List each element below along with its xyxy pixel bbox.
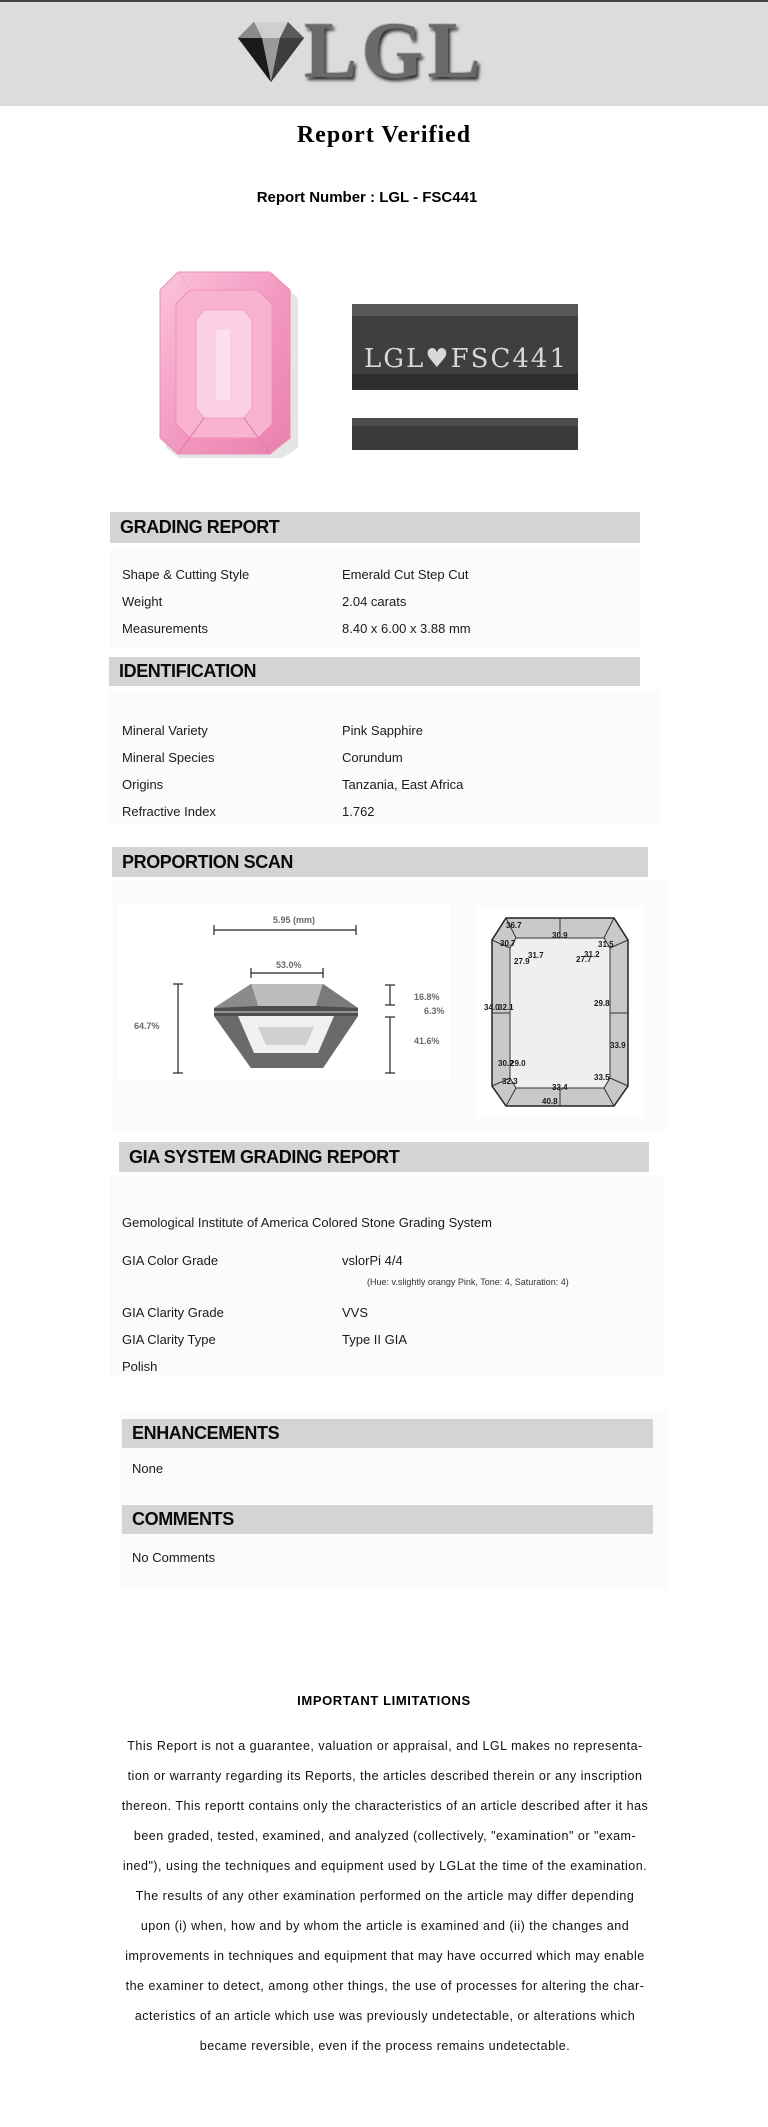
limitations-line: thereon. This reportt contains only the characteristics of an article described after it has (121, 1799, 649, 1813)
grading-report-heading: GRADING REPORT (110, 512, 640, 543)
svg-text:6.3%: 6.3% (424, 1006, 445, 1016)
lgl-logo[interactable] (232, 7, 492, 98)
measurements-label: Measurements (122, 621, 208, 636)
weight-label: Weight (122, 594, 163, 609)
gia-clarity-type-value: Type II GIA (342, 1332, 408, 1347)
weight-value: 2.04 carats (342, 594, 407, 609)
facet-top-view (476, 908, 644, 1118)
origins-label: Origins (122, 777, 164, 792)
grading-report-panel (110, 548, 640, 648)
page-title: Report Verified (296, 122, 472, 148)
refractive-index-value: 1.762 (342, 804, 375, 819)
svg-text:16.8%: 16.8% (414, 992, 440, 1002)
comments-heading: COMMENTS (122, 1505, 653, 1534)
limitations-line: tion or warranty regarding its Reports, the articles described therein or any inscription (127, 1769, 643, 1783)
svg-text:64.7%: 64.7% (134, 1021, 160, 1031)
limitations-line: ined"), using the techniques and equipment used by LGLat the time of the examination. (122, 1859, 648, 1873)
svg-text:36.7: 36.7 (506, 921, 522, 930)
limitations-heading: IMPORTANT LIMITATIONS (297, 1693, 471, 1708)
svg-text:30.2: 30.2 (498, 1059, 514, 1068)
svg-text:40.8: 40.8 (542, 1097, 558, 1106)
svg-text:34.0: 34.0 (484, 1003, 500, 1012)
limitations-line: acteristics of an article which use was previously undetectable, or alterations which (134, 2009, 636, 2023)
refractive-index-label: Refractive Index (122, 804, 216, 819)
mineral-variety-label: Mineral Variety (122, 723, 208, 738)
logo-text: LGL (304, 7, 485, 95)
gia-clarity-grade-value: VVS (342, 1305, 369, 1320)
svg-text:31.2: 31.2 (584, 950, 600, 959)
girdle-inscription-photo (352, 270, 578, 450)
svg-text:32.1: 32.1 (498, 1003, 514, 1012)
mineral-species-label: Mineral Species (122, 750, 215, 765)
limitations-line: became reversible, even if the process remains undetectable. (199, 2039, 571, 2053)
gia-color-grade-value: vslorPi 4/4 (342, 1253, 403, 1268)
limitations-line: This Report is not a guarantee, valuation or appraisal, and LGL makes no representa- (127, 1739, 643, 1753)
gia-color-note: (Hue: v.slightly orangy Pink, Tone: 4, Saturation: 4) (367, 1277, 569, 1287)
svg-text:30.7: 30.7 (500, 939, 516, 948)
diamond-icon (232, 16, 310, 86)
svg-text:31.7: 31.7 (528, 951, 544, 960)
comments-value: No Comments (132, 1550, 216, 1565)
svg-text:33.4: 33.4 (552, 1083, 568, 1092)
gia-clarity-grade-label: GIA Clarity Grade (122, 1305, 224, 1320)
gia-color-grade-label: GIA Color Grade (122, 1253, 219, 1268)
stone-photo (132, 270, 327, 458)
svg-text:53.0%: 53.0% (276, 960, 302, 970)
svg-text:30.9: 30.9 (552, 931, 568, 940)
svg-text:27.7: 27.7 (576, 955, 592, 964)
measurements-value: 8.40 x 6.00 x 3.88 mm (342, 621, 471, 636)
svg-text:41.6%: 41.6% (414, 1036, 440, 1046)
profile-diagram (118, 905, 450, 1080)
shape-label: Shape & Cutting Style (122, 567, 250, 582)
gia-system-name: Gemological Institute of America Colored Stone Grading System (122, 1215, 492, 1230)
proportion-scan-heading: PROPORTION SCAN (112, 847, 648, 877)
shape-value: Emerald Cut Step Cut (342, 567, 469, 582)
enhancements-value: None (132, 1461, 164, 1476)
limitations-line: the examiner to detect, among other things, the use of processes for altering the char- (125, 1979, 645, 1993)
limitations-line: upon (i) when, how and by whom the article is examined and (ii) the changes and (140, 1919, 630, 1933)
svg-text:29.8: 29.8 (594, 999, 610, 1008)
limitations-line: been graded, tested, examined, and analyzed (collectively, "examination" or "exam- (133, 1829, 637, 1843)
svg-text:32.3: 32.3 (502, 1077, 518, 1086)
limitations-line: The results of any other examination performed on the article may differ depending (135, 1889, 635, 1903)
report-number: Report Number : LGL - FSC441 (256, 189, 478, 206)
svg-text:31.5: 31.5 (598, 940, 614, 949)
polish-label: Polish (122, 1359, 158, 1374)
svg-text:33.5: 33.5 (594, 1073, 610, 1082)
mineral-species-value: Corundum (342, 750, 403, 765)
enhancements-heading: ENHANCEMENTS (122, 1419, 653, 1448)
svg-text:LGL♥FSC441: LGL♥FSC441 (364, 344, 568, 374)
svg-text:5.95 (mm): 5.95 (mm) (273, 915, 316, 925)
svg-text:33.9: 33.9 (610, 1041, 626, 1050)
mineral-variety-value: Pink Sapphire (342, 723, 423, 738)
gia-grading-panel (110, 1175, 665, 1375)
identification-heading: IDENTIFICATION (109, 657, 640, 686)
identification-panel (109, 690, 660, 824)
svg-text:29.0: 29.0 (510, 1059, 526, 1068)
gia-grading-heading: GIA SYSTEM GRADING REPORT (119, 1142, 649, 1172)
svg-text:27.9: 27.9 (514, 957, 530, 966)
origins-value: Tanzania, East Africa (342, 777, 464, 792)
limitations-line: improvements in techniques and equipment that may have occurred which may enable (125, 1949, 645, 1963)
limitations-text (118, 1731, 652, 2061)
gia-clarity-type-label: GIA Clarity Type (122, 1332, 216, 1347)
